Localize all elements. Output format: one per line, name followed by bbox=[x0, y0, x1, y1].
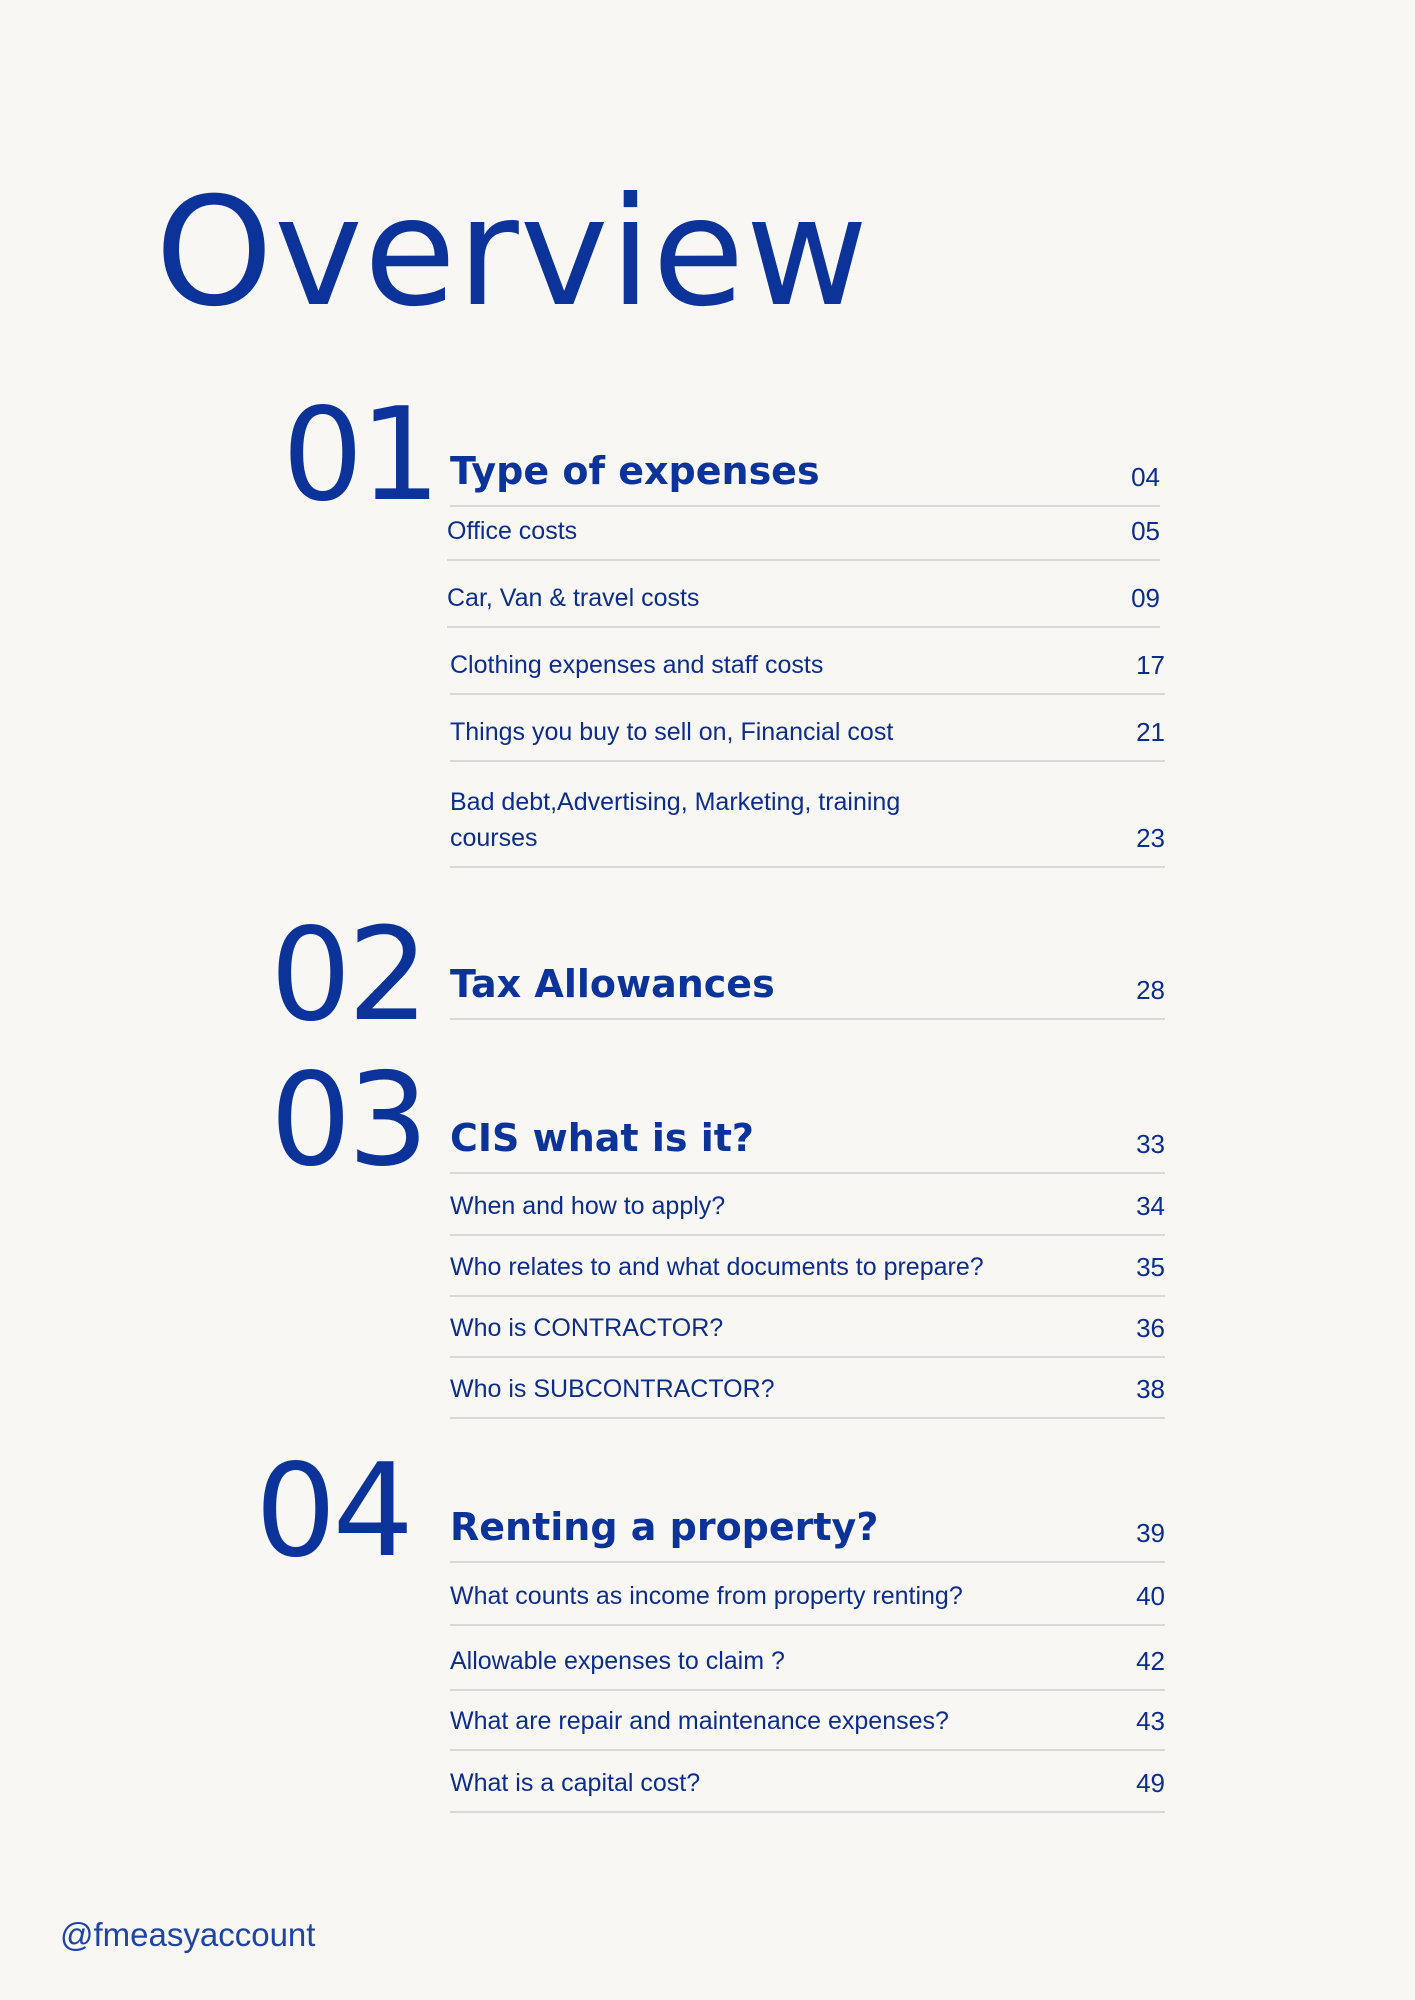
toc-page-number: 05 bbox=[1131, 516, 1160, 546]
toc-page-number: 33 bbox=[1136, 1129, 1165, 1159]
toc-item-when-how-apply[interactable] bbox=[450, 1188, 1165, 1236]
toc-item-label: Things you buy to sell on, Financial cost bbox=[450, 718, 894, 746]
toc-item-label: Allowable expenses to claim ? bbox=[450, 1647, 785, 1675]
toc-item-label: What are repair and maintenance expenses? bbox=[450, 1707, 949, 1735]
section-number-04: 04 bbox=[255, 1437, 410, 1586]
toc-item-label: Clothing expenses and staff costs bbox=[450, 651, 824, 679]
toc-page-number: 04 bbox=[1131, 462, 1160, 492]
toc-item-contractor[interactable] bbox=[450, 1310, 1165, 1358]
toc-item-capital-cost[interactable] bbox=[450, 1763, 1165, 1813]
toc-page-number: 34 bbox=[1136, 1191, 1165, 1221]
toc-item-car-van-travel[interactable] bbox=[447, 576, 1160, 628]
toc-item-label: Who is SUBCONTRACTOR? bbox=[450, 1375, 775, 1403]
section-number-01: 01 bbox=[282, 381, 437, 530]
toc-item-label: Car, Van & travel costs bbox=[447, 584, 700, 612]
toc-page-number: 38 bbox=[1136, 1374, 1165, 1404]
toc-item-allowable-expenses[interactable] bbox=[450, 1641, 1165, 1691]
toc-page-number: 17 bbox=[1136, 650, 1165, 680]
toc-item-repair-maintenance[interactable] bbox=[450, 1703, 1165, 1751]
toc-page-number: 09 bbox=[1131, 583, 1160, 613]
toc-item-label: What counts as income from property renting? bbox=[450, 1582, 963, 1610]
section-number-02: 02 bbox=[270, 901, 425, 1050]
toc-page-number: 35 bbox=[1136, 1252, 1165, 1282]
toc-item-income-property-renting[interactable] bbox=[450, 1576, 1165, 1626]
toc-heading-tax-allowances[interactable] bbox=[450, 962, 1165, 1020]
toc-page-number: 42 bbox=[1136, 1646, 1165, 1676]
section-number-03: 03 bbox=[270, 1046, 425, 1195]
toc-heading-label: Renting a property? bbox=[450, 1505, 879, 1549]
toc-page-number: 40 bbox=[1136, 1581, 1165, 1611]
toc-page-number: 23 bbox=[1136, 823, 1165, 853]
toc-page-number: 21 bbox=[1136, 717, 1165, 747]
toc-item-clothing-staff[interactable] bbox=[450, 643, 1165, 695]
toc-page-number: 49 bbox=[1136, 1768, 1165, 1798]
toc-page-number: 28 bbox=[1136, 975, 1165, 1005]
toc-heading-type-of-expenses[interactable] bbox=[450, 445, 1160, 507]
toc-page-number: 36 bbox=[1136, 1313, 1165, 1343]
page-title: Overview bbox=[155, 166, 870, 340]
toc-item-office-costs[interactable] bbox=[447, 515, 1160, 561]
toc-heading-cis[interactable] bbox=[450, 1108, 1165, 1174]
social-handle: @fmeasyaccount bbox=[60, 1916, 316, 1953]
toc-item-label: Who is CONTRACTOR? bbox=[450, 1314, 724, 1342]
toc-item-label: Who relates to and what documents to prepare? bbox=[450, 1253, 984, 1281]
toc-item-label: When and how to apply? bbox=[450, 1192, 726, 1220]
toc-heading-label: Tax Allowances bbox=[450, 962, 775, 1006]
toc-heading-label: Type of expenses bbox=[450, 449, 820, 493]
toc-item-subcontractor[interactable] bbox=[450, 1371, 1165, 1419]
toc-heading-renting-property[interactable] bbox=[450, 1497, 1165, 1563]
toc-page-number: 43 bbox=[1136, 1706, 1165, 1736]
toc-item-who-relates-documents[interactable] bbox=[450, 1249, 1165, 1297]
toc-item-label: What is a capital cost? bbox=[450, 1769, 701, 1797]
toc-item-label: Bad debt,Advertising, Marketing, training courses bbox=[450, 788, 901, 852]
toc-item-buy-to-sell[interactable] bbox=[450, 711, 1165, 762]
toc-item-bad-debt-advertising[interactable] bbox=[450, 776, 1165, 868]
toc-heading-label: CIS what is it? bbox=[450, 1116, 754, 1160]
toc-item-label: Office costs bbox=[447, 517, 578, 545]
toc-page-number: 39 bbox=[1136, 1518, 1165, 1548]
